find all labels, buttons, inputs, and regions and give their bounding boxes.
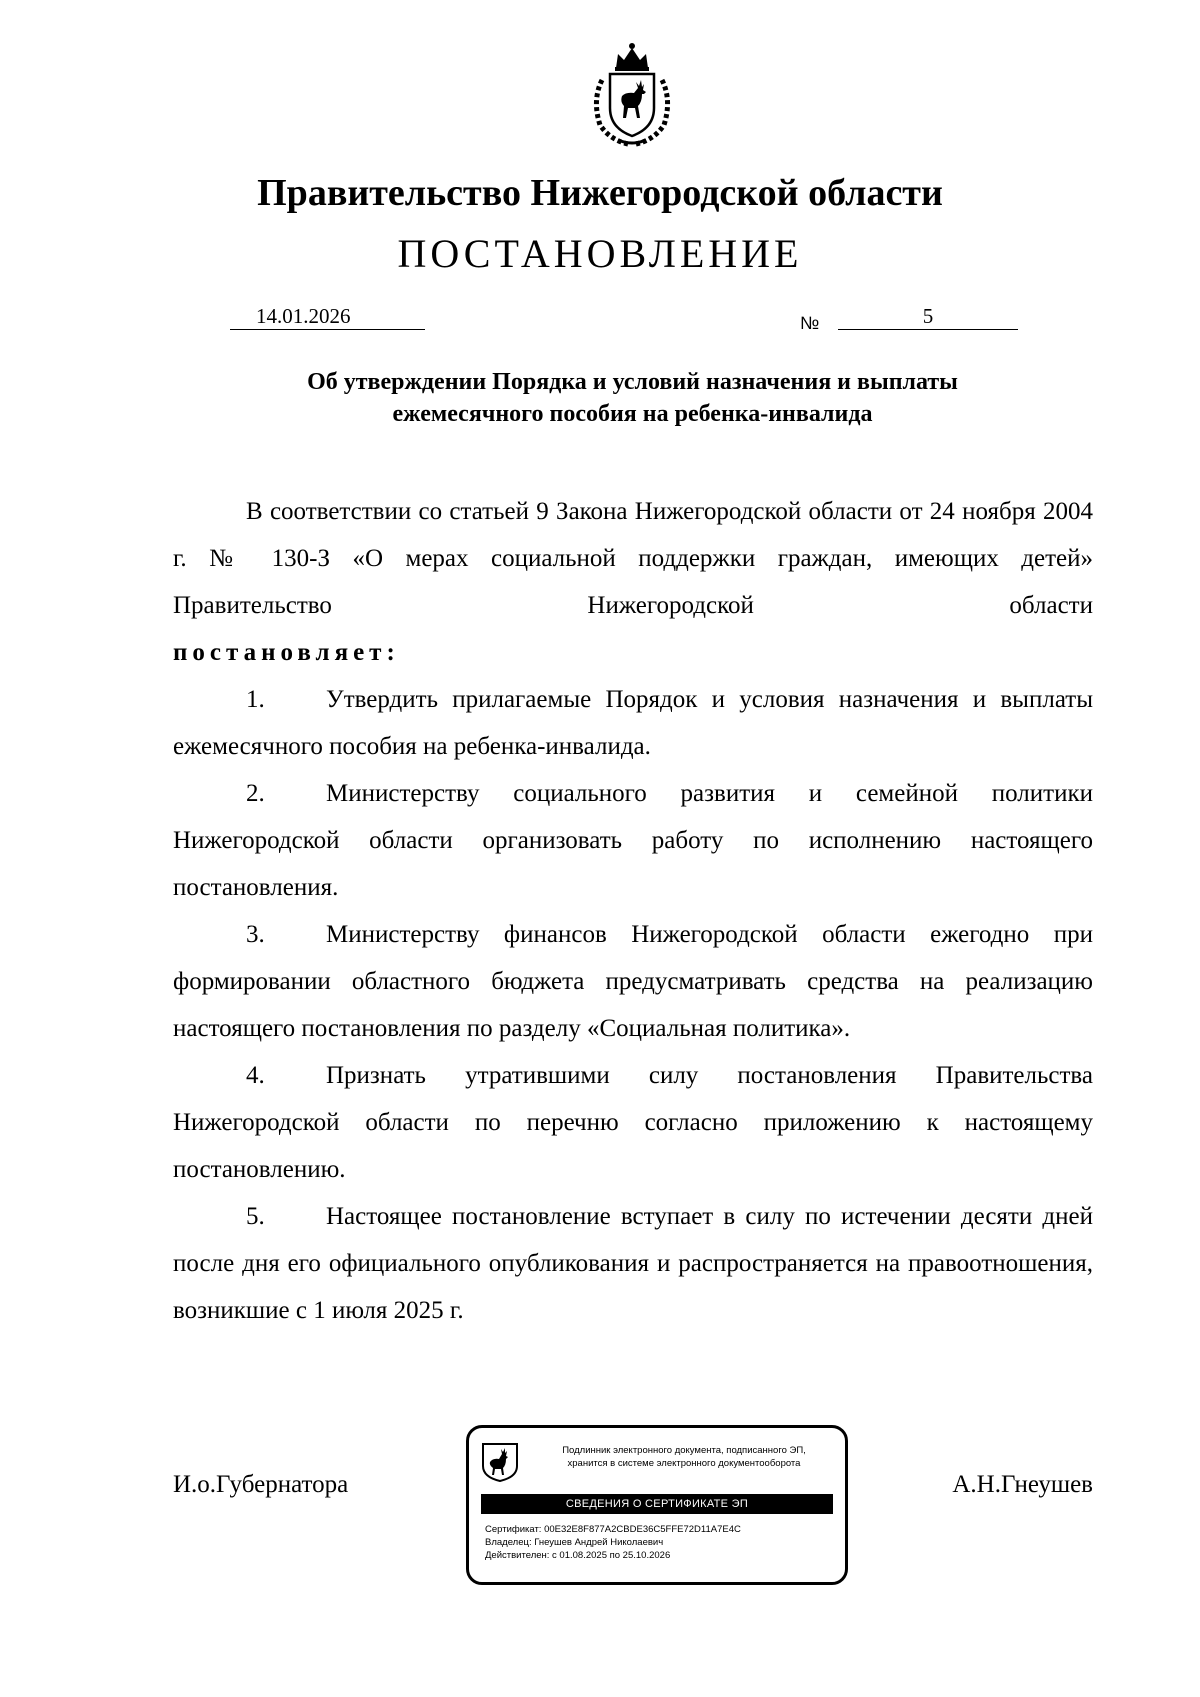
item-number: 1. xyxy=(246,686,265,713)
coat-of-arms-emblem xyxy=(582,40,682,150)
stamp-header-bar: СВЕДЕНИЯ О СЕРТИФИКАТЕ ЭП xyxy=(481,1494,833,1514)
list-item xyxy=(173,1193,1093,1334)
item-text: Настоящее постановление вступает в силу по истечении десяти дней после дня его официального опубликования и распространяется на правоотношения, возникшие с 1 июля 2025 г. xyxy=(173,1203,1093,1324)
item-text: Министерству финансов Нижегородской области ежегодно при формировании областного бюджета предусматривать средства на реализацию настоящего постановления по разделу «Социальная политика». xyxy=(173,921,1093,1042)
list-item xyxy=(173,770,1093,911)
certificate-id: Сертификат: 00E32E8F877A2CBDE36C5FFE72D11A7E4C xyxy=(485,1524,741,1535)
resolves-word: постановляет: xyxy=(173,639,400,666)
document-number: 5 xyxy=(838,303,1018,330)
subject-line-2: ежемесячного пособия на ребенка-инвалида xyxy=(392,401,873,427)
list-item xyxy=(173,911,1093,1052)
resolves-paragraph xyxy=(173,629,1093,676)
item-text: Министерству социального развития и семейной политики Нижегородской области организовать работу по исполнению настоящего постановления. xyxy=(173,780,1093,901)
signatory-position: И.о.Губернатора xyxy=(173,1471,349,1498)
item-number: 5. xyxy=(246,1203,265,1230)
item-text: Утвердить прилагаемые Порядок и условия назначения и выплаты ежемесячного пособия на ребенка-инвалида. xyxy=(173,686,1093,760)
preamble-paragraph xyxy=(173,488,1093,629)
signatory-name: А.Н.Гнеушев xyxy=(952,1471,1093,1498)
subject-line-1: Об утверждении Порядка и условий назначения и выплаты xyxy=(307,369,958,395)
list-item xyxy=(173,1052,1093,1193)
document-date: 14.01.2026 xyxy=(230,303,425,330)
stamp-details xyxy=(485,1523,741,1562)
list-item xyxy=(173,676,1093,770)
item-number: 4. xyxy=(246,1062,265,1089)
stamp-notice xyxy=(529,1444,839,1470)
certificate-validity: Действителен: с 01.08.2025 по 25.10.2026 xyxy=(485,1550,671,1561)
deer-emblem-icon xyxy=(481,1442,519,1482)
item-number: 3. xyxy=(246,921,265,948)
document-type: ПОСТАНОВЛЕНИЕ xyxy=(397,231,803,276)
stamp-notice-line-2: хранится в системе электронного документооборота xyxy=(567,1458,801,1469)
stamp-notice-line-1: Подлинник электронного документа, подписанного ЭП, xyxy=(562,1445,806,1456)
item-number: 2. xyxy=(246,780,265,807)
government-title: Правительство Нижегородской области xyxy=(257,172,943,214)
preamble-text: В соответствии со статьей 9 Закона Нижегородской области от 24 ноября 2004 г. № 130-З «О мерах социальной поддержки граждан, имеющих детей» Правительство Нижегородской области xyxy=(173,498,1093,619)
number-label: № xyxy=(800,313,820,333)
document-body xyxy=(173,488,1093,1334)
item-text: Признать утратившими силу постановления Правительства Нижегородской области по перечню согласно приложению к настоящему постановлению. xyxy=(173,1062,1093,1183)
document-subject xyxy=(0,366,1200,430)
electronic-signature-stamp xyxy=(466,1425,848,1585)
certificate-owner: Владелец: Гнеушев Андрей Николаевич xyxy=(485,1537,664,1548)
